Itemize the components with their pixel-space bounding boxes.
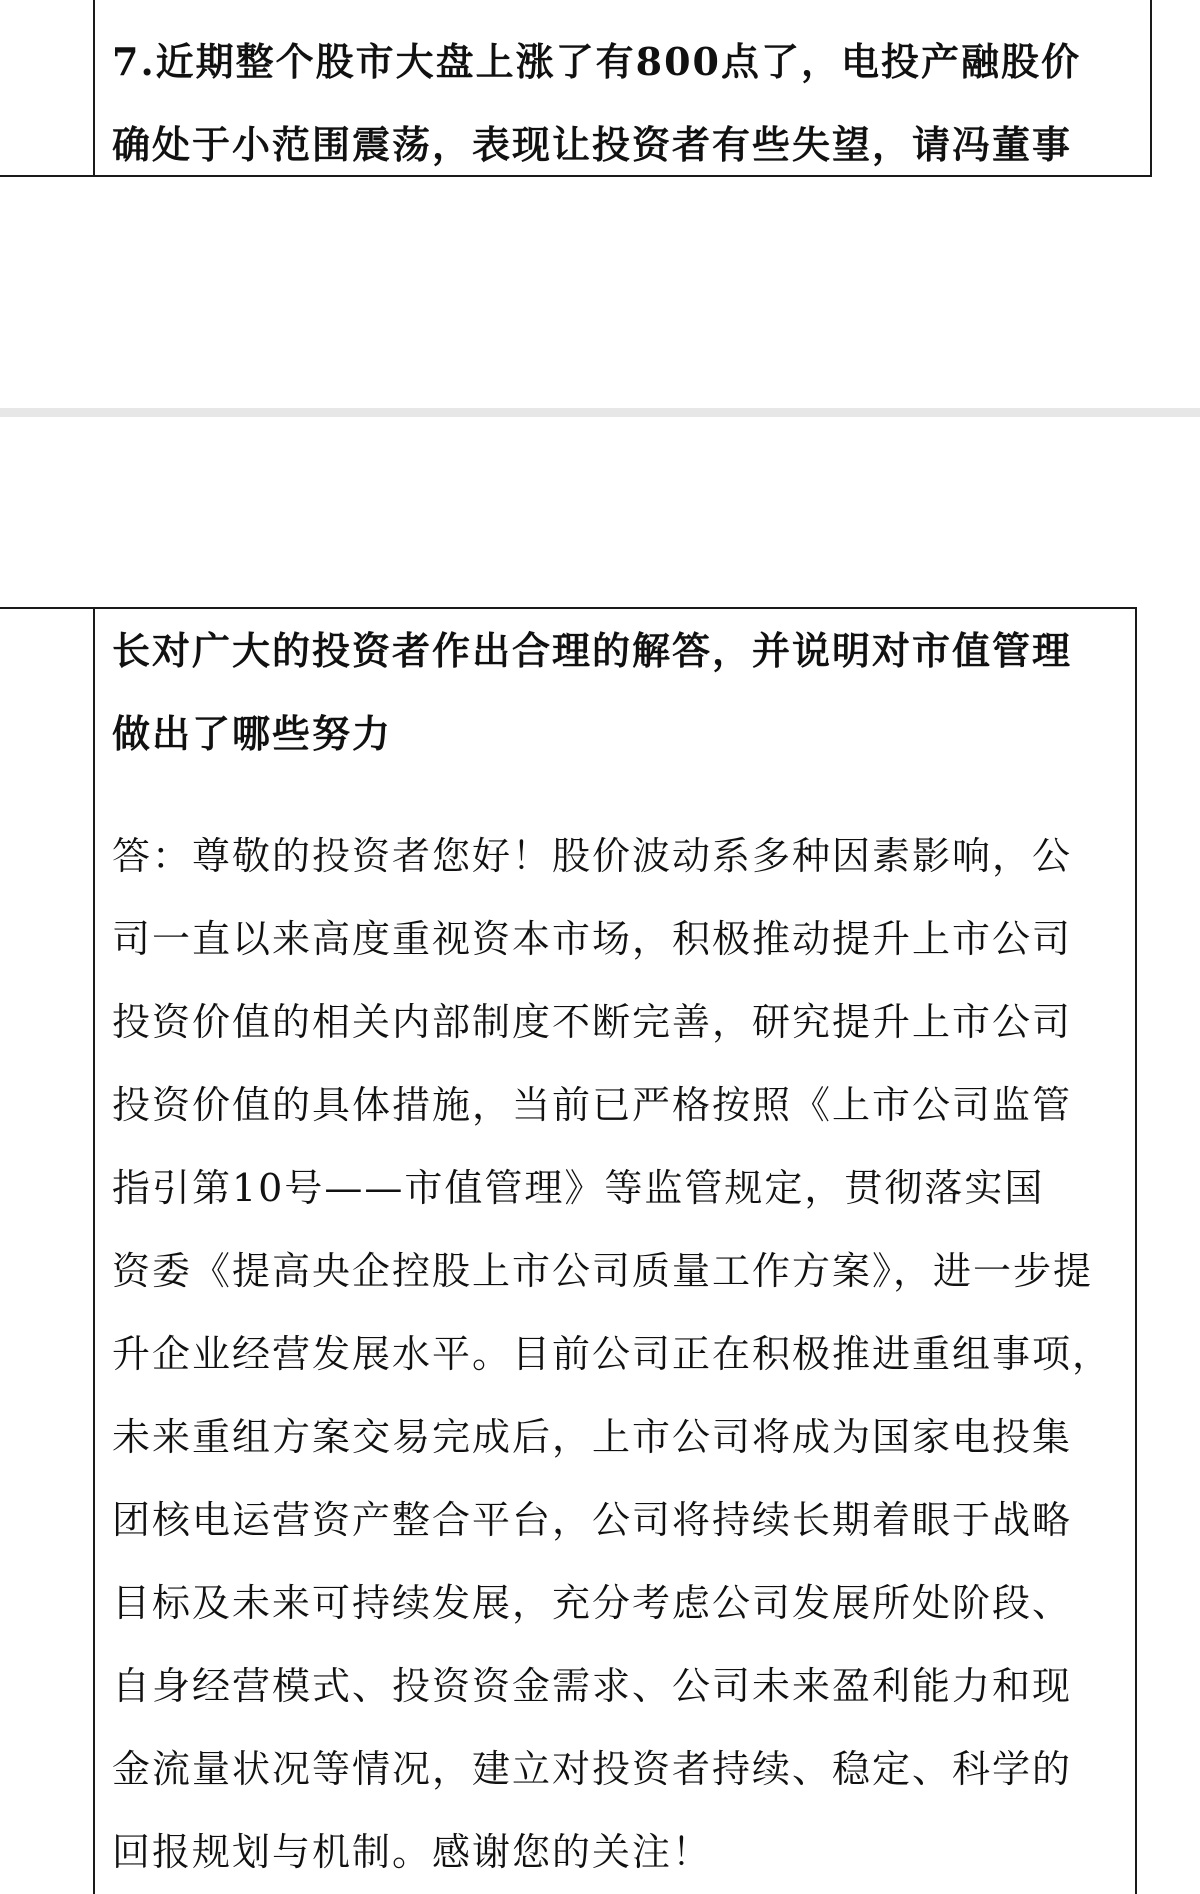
bottom-page-fragment: [0, 417, 1200, 1894]
answer-line-10: 目标及未来可持续发展，充分考虑公司发展所处阶段、: [112, 1581, 1073, 1625]
table-left-border: [93, 0, 95, 177]
answer-text: [112, 815, 1132, 1894]
answer-line-12: 金流量状况等情况，建立对投资者持续、稳定、科学的: [112, 1747, 1073, 1791]
page-separator: [0, 408, 1200, 417]
answer-line-13: 回报规划与机制。感谢您的关注！: [112, 1830, 713, 1874]
question-text: [112, 20, 1132, 186]
question-continuation: [112, 609, 1132, 775]
answer-line-11: 自身经营模式、投资资金需求、公司未来盈利能力和现: [112, 1664, 1073, 1708]
answer-line-6: 资委《提高央企控股上市公司质量工作方案》，进一步提: [112, 1249, 1094, 1293]
table-right-border: [1135, 607, 1137, 1894]
answer-line-5: 指引第10号——市值管理》等监管规定，贯彻落实国: [112, 1166, 1045, 1210]
answer-line-4: 投资价值的具体措施，当前已严格按照《上市公司监管: [112, 1083, 1073, 1127]
question-line-2: 确处于小范围震荡，表现让投资者有些失望，请冯董事: [112, 122, 1073, 167]
question-line-3: 长对广大的投资者作出合理的解答，并说明对市值管理: [112, 628, 1073, 673]
question-line-4: 做出了哪些努力: [112, 711, 393, 756]
answer-line-8: 未来重组方案交易完成后，上市公司将成为国家电投集: [112, 1415, 1073, 1459]
answer-line-7: 升企业经营发展水平。目前公司正在积极推进重组事项，: [112, 1332, 1113, 1376]
answer-line-1: 答：尊敬的投资者您好！股价波动系多种因素影响，公: [112, 834, 1073, 878]
answer-line-9: 团核电运营资产整合平台，公司将持续长期着眼于战略: [112, 1498, 1073, 1542]
answer-line-3: 投资价值的相关内部制度不断完善，研究提升上市公司: [112, 1000, 1073, 1044]
table-right-border: [1150, 0, 1152, 177]
answer-line-2: 司一直以来高度重视资本市场，积极推动提升上市公司: [112, 917, 1073, 961]
table-left-border: [93, 607, 95, 1894]
question-line-1: 7.近期整个股市大盘上涨了有800点了，电投产融股价: [112, 39, 1081, 84]
top-page-fragment: [0, 0, 1200, 410]
